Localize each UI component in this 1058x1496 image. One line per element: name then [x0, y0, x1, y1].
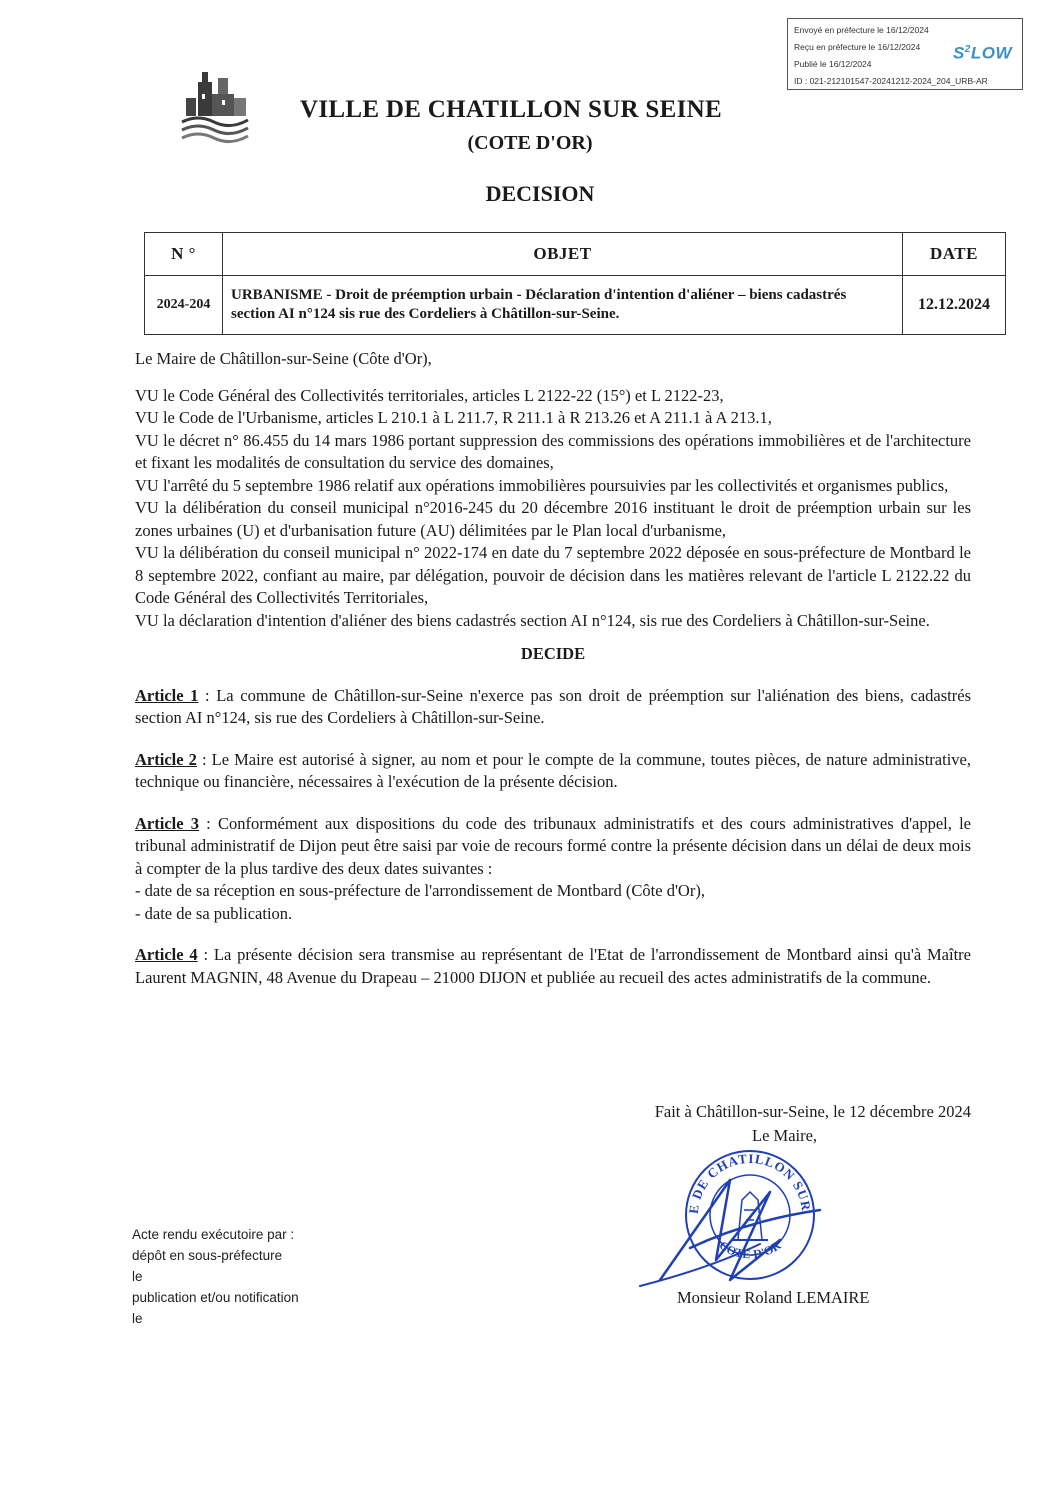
exec-note-line: dépôt en sous-préfecture — [132, 1248, 283, 1263]
prefecture-stamp — [787, 18, 1023, 90]
article-text: : Conformément aux dispositions du code des tribunaux administratifs et des cours administratives d'appel, le tribunal administratif de Dijon peut être saisi par voie de recours formé contre la présente décision dans un délai de deux mois à compter de la plus tardive des deux dates suivantes : — [135, 813, 971, 878]
col-date-header: DATE — [903, 233, 1006, 276]
stamp-published: Publié le 16/12/2024 — [794, 59, 872, 69]
stamp-received: Reçu en préfecture le 16/12/2024 — [794, 42, 921, 52]
article-4 — [135, 944, 971, 989]
article-3-item: - date de sa réception en sous-préfecture de l'arrondissement de Montbard (Côte d'Or), — [135, 881, 705, 900]
town-title: VILLE DE CHATILLON SUR SEINE — [300, 96, 722, 123]
article-2 — [135, 749, 971, 794]
intro: Le Maire de Châtillon-sur-Seine (Côte d'Or), — [135, 349, 432, 368]
col-object-header: OBJET — [223, 233, 903, 276]
official-seal-and-signature — [620, 1140, 880, 1290]
decision-date: 12.12.2024 — [903, 276, 1006, 335]
article-label: Article 3 — [135, 813, 199, 833]
s2low-logo: $S^2LOW$ — [952, 43, 1012, 63]
svg-text:MAIRIE DE CHATILLON SUR SEINE — [620, 1140, 814, 1216]
exec-note-line: le — [132, 1269, 143, 1284]
consideration: VU l'arrêté du 5 septembre 1986 relatif aux opérations immobilières poursuivies par les collectivités et organismes publics, — [135, 475, 949, 495]
seal-top-text: E DE CHATILLON SUR — [685, 1150, 815, 1215]
exec-note-line: publication et/ou notification — [132, 1290, 299, 1305]
article-text: : La présente décision sera transmise au représentant de l'Etat de l'arrondissement de Montbard ainsi qu'à Maître Laurent MAGNIN, 48 Avenue du Drapeau – 21000 DIJON et publiée au recueil des actes administratifs de la commune. — [135, 945, 971, 987]
decision-object: URBANISME - Droit de préemption urbain - Déclaration d'intention d'aliéner – biens cadastrés section AI n°124 sis rue des Cordeliers à Châtillon-sur-Seine. — [223, 276, 903, 335]
col-number-header: N ° — [145, 233, 223, 276]
article-1 — [135, 685, 971, 730]
signer-title: Le Maire, — [752, 1126, 818, 1145]
article-3 — [135, 813, 971, 881]
article-label: Article 4 — [135, 945, 198, 964]
article-label: Article 1 — [135, 685, 199, 705]
table-header-row — [145, 233, 1006, 276]
table-row — [145, 276, 1006, 335]
executory-note — [132, 1224, 392, 1329]
consideration: VU le Code de l'Urbanisme, articles L 210.1 à L 211.7, R 211.1 à R 213.26 et A 211.1 à A 213.1, — [135, 408, 772, 427]
decide-heading: DECIDE — [520, 644, 586, 663]
place-and-date: Fait à Châtillon-sur-Seine, le 12 décembre 2024 — [654, 1102, 971, 1121]
decision-number: 2024-204 — [145, 276, 223, 335]
handwritten-signature — [640, 1180, 820, 1286]
signer-name: Monsieur Roland LEMAIRE — [677, 1288, 870, 1307]
department: (COTE D'OR) — [467, 132, 593, 154]
stamp-sent: Envoyé en préfecture le 16/12/2024 — [794, 25, 929, 35]
seal-bottom-text: COTE-D'OR — [716, 1238, 784, 1262]
exec-note-line: le — [132, 1311, 143, 1326]
article-text: : La commune de Châtillon-sur-Seine n'exerce pas son droit de préemption sur l'aliénation des biens, cadastrés section AI n°124, sis rue des Cordeliers à Châtillon-sur-Seine. — [135, 685, 971, 727]
decision-meta-table — [144, 232, 1006, 335]
consideration: VU le Code Général des Collectivités territoriales, articles L 2122-22 (15°) et L 2122-23, — [135, 385, 724, 405]
document-type: DECISION — [485, 181, 595, 206]
consideration: VU la délibération du conseil municipal n° 2022-174 en date du 7 septembre 2022 déposée en sous-préfecture de Montbard le 8 septembre 2022, confiant au maire, par délégation, pouvoir de décision dans les matières relevant de l'article L 2122.22 du Code Général des Collectivités Territoriales, — [135, 543, 971, 607]
consideration: VU la déclaration d'intention d'aliéner des biens cadastrés section AI n°124, sis rue des Cordeliers à Châtillon-sur-Seine. — [135, 610, 930, 630]
article-3-item: - date de sa publication. — [135, 903, 293, 923]
exec-note-line: Acte rendu exécutoire par : — [132, 1227, 295, 1242]
article-label: Article 2 — [135, 749, 197, 769]
consideration: VU le décret n° 86.455 du 14 mars 1986 portant suppression des commissions des opérations immobilières et de l'architecture et fixant les modalités de consultation du service des domaines, — [135, 430, 971, 472]
stamp-id: ID : 021-212101547-20241212-2024_204_URB-AR — [794, 76, 988, 86]
consideration: VU la délibération du conseil municipal n°2016-245 du 20 décembre 2016 instituant le droit de préemption urbain sur les zones urbaines (U) et d'urbanisation future (AU) délimitées par le Plan local d'urbanisme, — [135, 498, 971, 540]
town-crest-icon — [178, 68, 256, 146]
article-text: : Le Maire est autorisé à signer, au nom et pour le compte de la commune, toutes pièces, de nature administrative, technique ou financière, nécessaires à l'exécution de la présente décision. — [135, 749, 971, 791]
decision-body — [135, 348, 971, 989]
